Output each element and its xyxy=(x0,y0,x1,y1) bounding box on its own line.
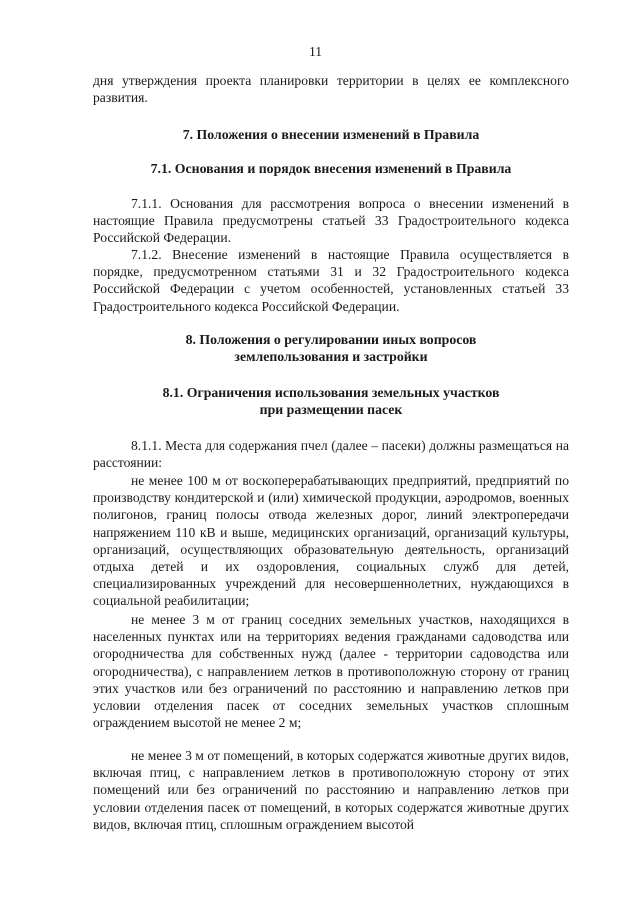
section-8-heading-line-1: 8. Положения о регулировании иных вопросов xyxy=(185,332,477,347)
list-item: не менее 3 м от границ соседних земельных участков, находящихся в населенных пунктах или на территориях ведения гражданами садоводства или огородничества для собственных нужд (далее - территории садоводства или огородничества), с направлением летков в противоположную сторону от границ этих участков или без ограничений по расстоянию и направлению летков при условии отделения пасек от соседних земельных участков сплошным ограждением высотой не менее 2 м; xyxy=(93,612,569,731)
section-8-1-heading-line-1: 8.1. Ограничения использования земельных участков xyxy=(162,385,500,400)
paragraph-7-1-2: 7.1.2. Внесение изменений в настоящие Правила осуществляется в порядке, предусмотренном статьями 31 и 32 Градостроительного кодекса Российской Федерации с учетом особенностей, установленных статьей 33 Градостроительного кодекса Российской Федерации. xyxy=(93,247,569,314)
paragraph-7-1-1: 7.1.1. Основания для рассмотрения вопроса о внесении изменений в настоящие Правила предусмотрены статьей 33 Градостроительного кодекса Российской Федерации. xyxy=(93,196,569,246)
page-number: 11 xyxy=(308,44,323,59)
section-8-1-heading xyxy=(93,384,569,419)
section-8-heading xyxy=(93,331,569,366)
list-item-block-3 xyxy=(93,747,569,833)
intro-paragraph: дня утверждения проекта планировки территории в целях ее комплексного развития. xyxy=(93,73,569,106)
paragraph-7-1-2-block xyxy=(93,246,569,315)
section-8-heading-line-2: землепользования и застройки xyxy=(234,349,428,365)
intro-paragraph-block xyxy=(93,72,569,106)
list-item: не менее 100 м от воскоперерабатывающих предприятий, предприятий по производству кондитерской и (или) химической продукции, аэродромов, военных полигонов, границ полосы отвода железных дорог, линий электропередачи напряжением 110 кВ и выше, медицинских организаций, организаций культуры, организаций, осуществляющих образовательную деятельность, организаций отдыха детей и их оздоровления, социальных служб для детей, специализированных учреждений для несовершеннолетних, нуждающихся в социальной реабилитации; xyxy=(93,473,569,609)
paragraph-7-1-1-block xyxy=(93,195,569,247)
section-8-1-heading-line-2: при размещении пасек xyxy=(259,402,403,418)
paragraph-8-1-1-block xyxy=(93,437,569,471)
section-7-1-heading: 7.1. Основания и порядок внесения изменений в Правила xyxy=(150,161,512,176)
list-item-block-1 xyxy=(93,472,569,610)
list-item: не менее 3 м от помещений, в которых содержатся животные других видов, включая птиц, с направлением летков в противоположную сторону от этих помещений или без ограничений по расстоянию и направлению летков при условии отделения пасек от помещений, в которых содержатся животные других видов, включая птиц, сплошным ограждением высотой xyxy=(93,748,569,832)
paragraph-8-1-1: 8.1.1. Места для содержания пчел (далее – пасеки) должны размещаться на расстоянии: xyxy=(93,438,569,471)
section-7-heading: 7. Положения о внесении изменений в Правила xyxy=(182,127,480,142)
list-item-block-2 xyxy=(93,611,569,731)
